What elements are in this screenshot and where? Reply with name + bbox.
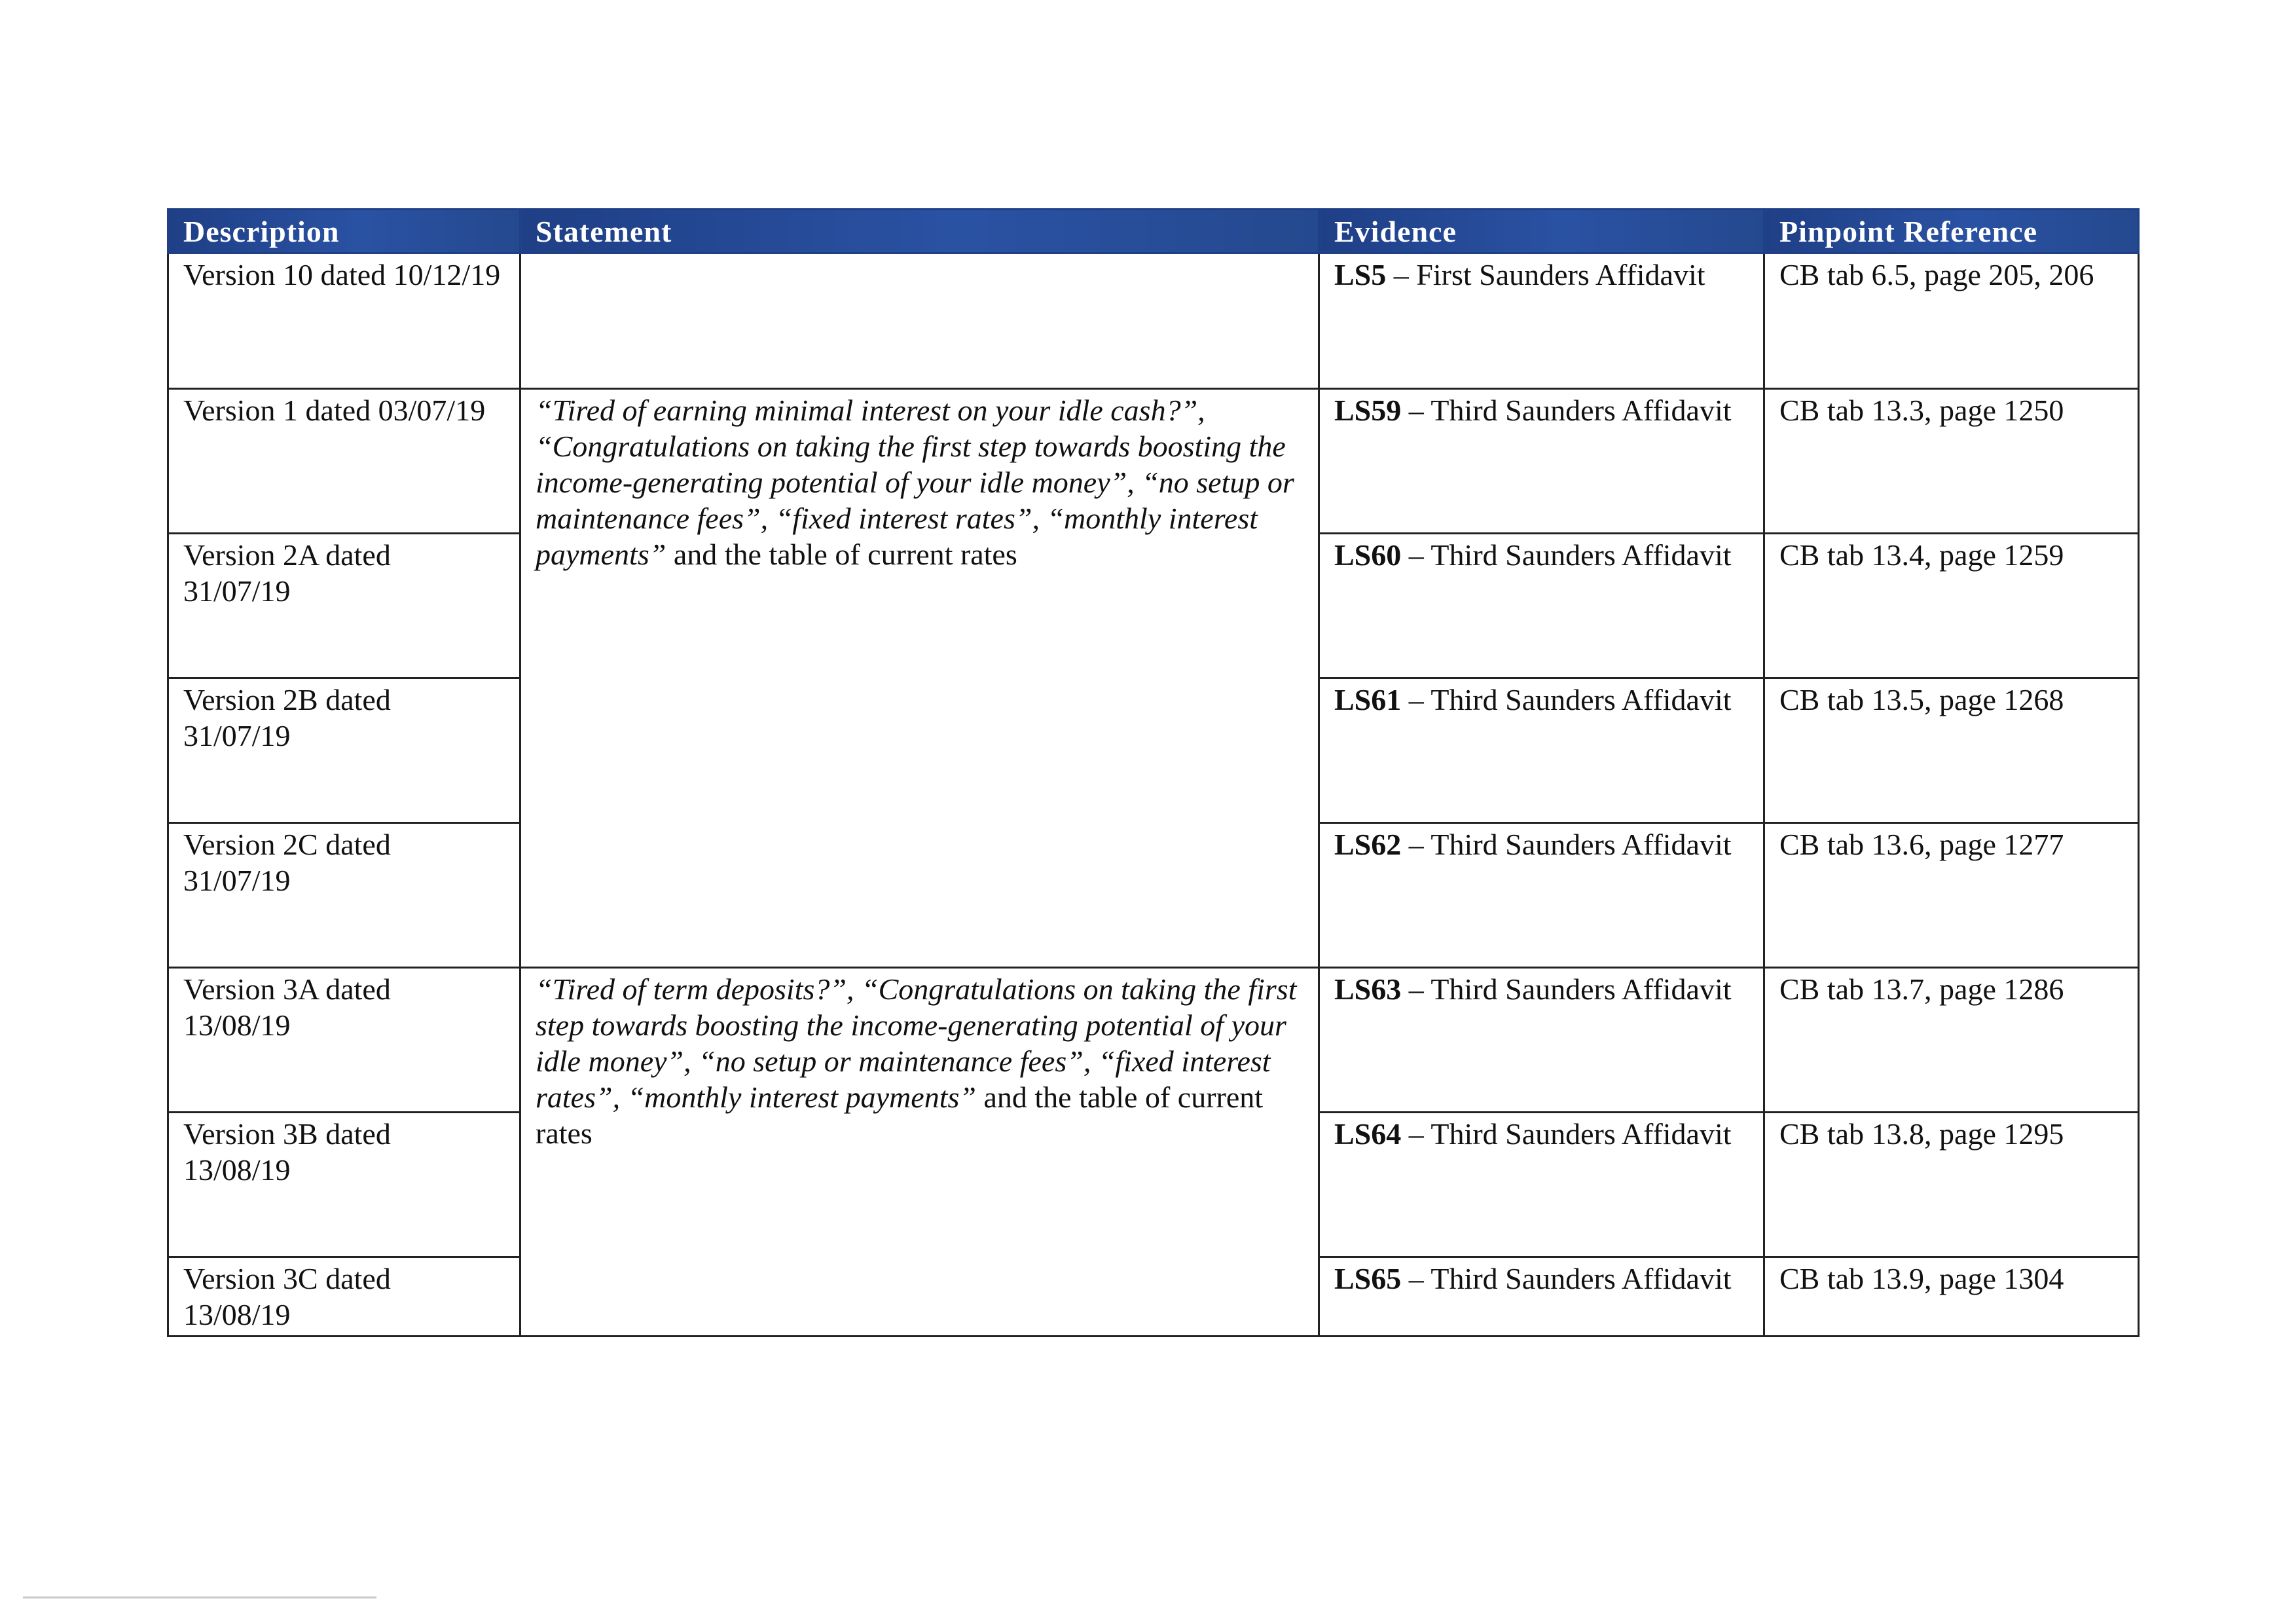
evidence-text: – Third Saunders Affidavit bbox=[1401, 828, 1732, 861]
evidence-code: LS59 bbox=[1334, 394, 1402, 427]
evidence-cell bbox=[1319, 534, 1764, 678]
evidence-text: – Third Saunders Affidavit bbox=[1401, 394, 1732, 427]
pinpoint-cell: CB tab 6.5, page 205, 206 bbox=[1764, 253, 2139, 389]
statement-suffix: and the table of current rates bbox=[536, 1080, 1264, 1150]
evidence-text: – Third Saunders Affidavit bbox=[1401, 1262, 1732, 1295]
description-cell: Version 3C dated 13/08/19 bbox=[168, 1257, 520, 1337]
description-cell: Version 2A dated 31/07/19 bbox=[168, 534, 520, 678]
statement-quote: “Tired of term deposits?”, “Congratulations on taking the first step towards boosting the income-generating potential of your idle money”, “no setup or maintenance fees”, “fixed interest rates”, “monthly interest payments” bbox=[536, 972, 1297, 1114]
evidence-text: – Third Saunders Affidavit bbox=[1401, 972, 1732, 1006]
description-cell: Version 1 dated 03/07/19 bbox=[168, 389, 520, 534]
statement-cell-empty bbox=[520, 253, 1319, 389]
statement-cell bbox=[520, 968, 1319, 1337]
evidence-code: LS61 bbox=[1334, 683, 1402, 716]
evidence-text: – Third Saunders Affidavit bbox=[1401, 1117, 1732, 1151]
header-description: Description bbox=[168, 210, 520, 253]
pinpoint-cell: CB tab 13.4, page 1259 bbox=[1764, 534, 2139, 678]
evidence-text: – First Saunders Affidavit bbox=[1386, 258, 1705, 291]
evidence-cell bbox=[1319, 678, 1764, 823]
statement-suffix: and the table of current rates bbox=[666, 538, 1017, 571]
pinpoint-cell: CB tab 13.3, page 1250 bbox=[1764, 389, 2139, 534]
table-header-row bbox=[168, 210, 2139, 253]
evidence-cell bbox=[1319, 389, 1764, 534]
evidence-code: LS65 bbox=[1334, 1262, 1402, 1295]
evidence-cell bbox=[1319, 1257, 1764, 1337]
statement-quote: “Tired of earning minimal interest on your idle cash?”, “Congratulations on taking the first step towards boosting the income-generating potential of your idle money”, “no setup or maintenance fees”, “fixed interest rates”, “monthly interest payments” bbox=[536, 394, 1294, 571]
pinpoint-cell: CB tab 13.5, page 1268 bbox=[1764, 678, 2139, 823]
evidence-text: – Third Saunders Affidavit bbox=[1401, 538, 1732, 572]
evidence-cell bbox=[1319, 253, 1764, 389]
footer-rule bbox=[23, 1596, 376, 1598]
evidence-table bbox=[167, 208, 2140, 1337]
pinpoint-cell: CB tab 13.9, page 1304 bbox=[1764, 1257, 2139, 1337]
evidence-cell bbox=[1319, 1113, 1764, 1257]
description-cell: Version 10 dated 10/12/19 bbox=[168, 253, 520, 389]
description-cell: Version 3A dated 13/08/19 bbox=[168, 968, 520, 1113]
evidence-cell bbox=[1319, 968, 1764, 1113]
statement-cell bbox=[520, 389, 1319, 968]
table-row bbox=[168, 389, 2139, 534]
evidence-code: LS62 bbox=[1334, 828, 1402, 861]
pinpoint-cell: CB tab 13.7, page 1286 bbox=[1764, 968, 2139, 1113]
table-row bbox=[168, 253, 2139, 389]
pinpoint-cell: CB tab 13.6, page 1277 bbox=[1764, 823, 2139, 968]
header-evidence: Evidence bbox=[1319, 210, 1764, 253]
description-cell: Version 3B dated 13/08/19 bbox=[168, 1113, 520, 1257]
evidence-text: – Third Saunders Affidavit bbox=[1401, 683, 1732, 716]
evidence-code: LS5 bbox=[1334, 258, 1387, 291]
pinpoint-cell: CB tab 13.8, page 1295 bbox=[1764, 1113, 2139, 1257]
evidence-code: LS64 bbox=[1334, 1117, 1402, 1151]
table-row bbox=[168, 968, 2139, 1113]
evidence-code: LS63 bbox=[1334, 972, 1402, 1006]
description-cell: Version 2B dated 31/07/19 bbox=[168, 678, 520, 823]
description-cell: Version 2C dated 31/07/19 bbox=[168, 823, 520, 968]
header-pinpoint-reference: Pinpoint Reference bbox=[1764, 210, 2139, 253]
evidence-code: LS60 bbox=[1334, 538, 1402, 572]
evidence-cell bbox=[1319, 823, 1764, 968]
header-statement: Statement bbox=[520, 210, 1319, 253]
